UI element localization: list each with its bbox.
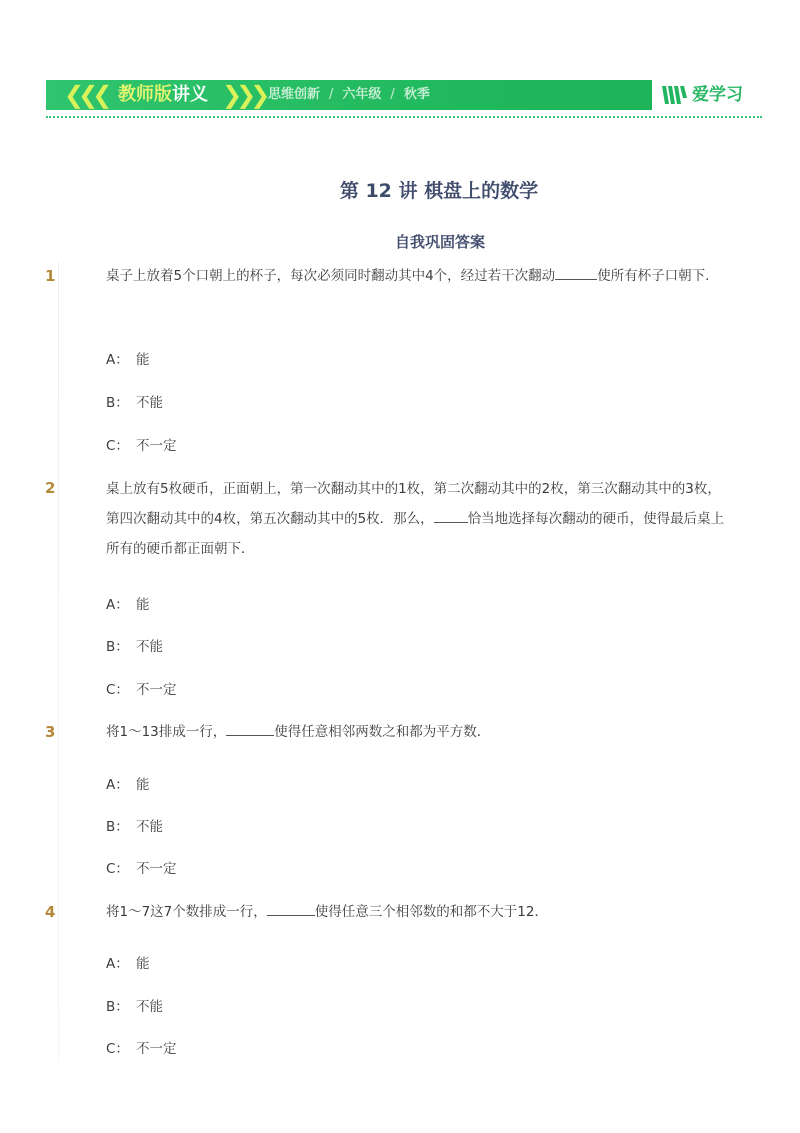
option-c <box>106 1039 177 1059</box>
option-key: B： <box>106 999 129 1015</box>
margin-rule <box>58 262 59 1062</box>
option-label: 不能 <box>136 639 163 655</box>
option-b <box>106 393 163 413</box>
question-text <box>106 261 726 291</box>
option-key: B： <box>106 639 129 655</box>
option-key: A： <box>106 777 129 793</box>
answer-blank <box>434 508 468 523</box>
question-text-after: 恰当地选择每次翻动的硬币，使得最后桌上所有的硬币都正面朝下． <box>106 511 725 557</box>
question-number: 4 <box>45 903 56 921</box>
option-label: 能 <box>136 956 150 972</box>
question-text-before: 将1～7这7个数排成一行， <box>106 904 267 920</box>
brand-name: 爱学习 <box>692 85 743 105</box>
question-text-after: 使所有杯子口朝下． <box>597 268 719 284</box>
brand-stripes-icon <box>660 84 688 106</box>
breadcrumb-separator: / <box>390 87 395 102</box>
question-text <box>106 717 726 747</box>
lesson-title: 第 12 讲 棋盘上的数学 <box>339 180 539 202</box>
option-a <box>106 775 150 795</box>
option-a <box>106 954 150 974</box>
double-chevron-left-icon: ❮❮❮ <box>64 81 107 109</box>
option-a <box>106 350 150 370</box>
brand-logo <box>652 80 762 110</box>
option-label: 能 <box>136 352 150 368</box>
question-number: 1 <box>45 267 56 285</box>
option-key: A： <box>106 956 129 972</box>
option-c <box>106 436 177 456</box>
answer-blank <box>226 721 274 736</box>
option-key: C： <box>106 1041 129 1057</box>
option-key: B： <box>106 819 129 835</box>
breadcrumb-item-subject: 思维创新 <box>268 87 321 102</box>
double-chevron-right-icon: ❯❯❯ <box>222 81 265 109</box>
option-key: C： <box>106 861 129 877</box>
header-banner <box>46 80 762 110</box>
breadcrumb-item-term: 秋季 <box>403 87 430 102</box>
question-text <box>106 474 726 564</box>
question-text-before: 桌子上放着5个口朝上的杯子，每次必须同时翻动其中4个，经过若干次翻动 <box>106 268 556 284</box>
question-number: 3 <box>45 723 56 741</box>
option-label: 能 <box>136 597 150 613</box>
option-label: 不能 <box>136 395 163 411</box>
option-a <box>106 595 150 615</box>
option-b <box>106 817 163 837</box>
option-label: 不一定 <box>136 1041 177 1057</box>
handout-title-part2: 讲义 <box>172 84 208 105</box>
question-text-before: 将1～13排成一行， <box>106 724 227 740</box>
option-c <box>106 859 177 879</box>
handout-title-part1: 教师版 <box>118 84 172 105</box>
option-key: C： <box>106 682 129 698</box>
option-key: B： <box>106 395 129 411</box>
option-label: 不能 <box>136 819 163 835</box>
option-label: 不一定 <box>136 438 177 454</box>
option-label: 能 <box>136 777 150 793</box>
handout-title <box>118 84 208 106</box>
question-number: 2 <box>45 479 56 497</box>
breadcrumb-separator: / <box>329 87 334 102</box>
question-text-after: 使得任意相邻两数之和都为平方数． <box>274 724 491 740</box>
section-title: 自我巩固答案 <box>394 233 485 251</box>
question-text <box>106 897 726 927</box>
option-label: 不一定 <box>136 861 177 877</box>
option-b <box>106 997 163 1017</box>
option-key: A： <box>106 352 129 368</box>
option-key: C： <box>106 438 129 454</box>
option-key: A： <box>106 597 129 613</box>
answer-blank <box>267 901 315 916</box>
question-text-before: 桌上放有5枚硬币，正面朝上，第一次翻动其中的1枚，第二次翻动其中的2枚，第三次翻动其中的3枚，第四次翻动其中的4枚，第五次翻动其中的5枚．那么， <box>106 481 721 527</box>
option-c <box>106 680 177 700</box>
header-divider <box>46 116 762 118</box>
answer-blank <box>555 265 597 280</box>
breadcrumb <box>268 87 430 103</box>
option-label: 不一定 <box>136 682 177 698</box>
option-label: 不能 <box>136 999 163 1015</box>
question-text-after: 使得任意三个相邻数的和都不大于12． <box>314 904 548 920</box>
option-b <box>106 637 163 657</box>
breadcrumb-item-grade: 六年级 <box>342 87 382 102</box>
